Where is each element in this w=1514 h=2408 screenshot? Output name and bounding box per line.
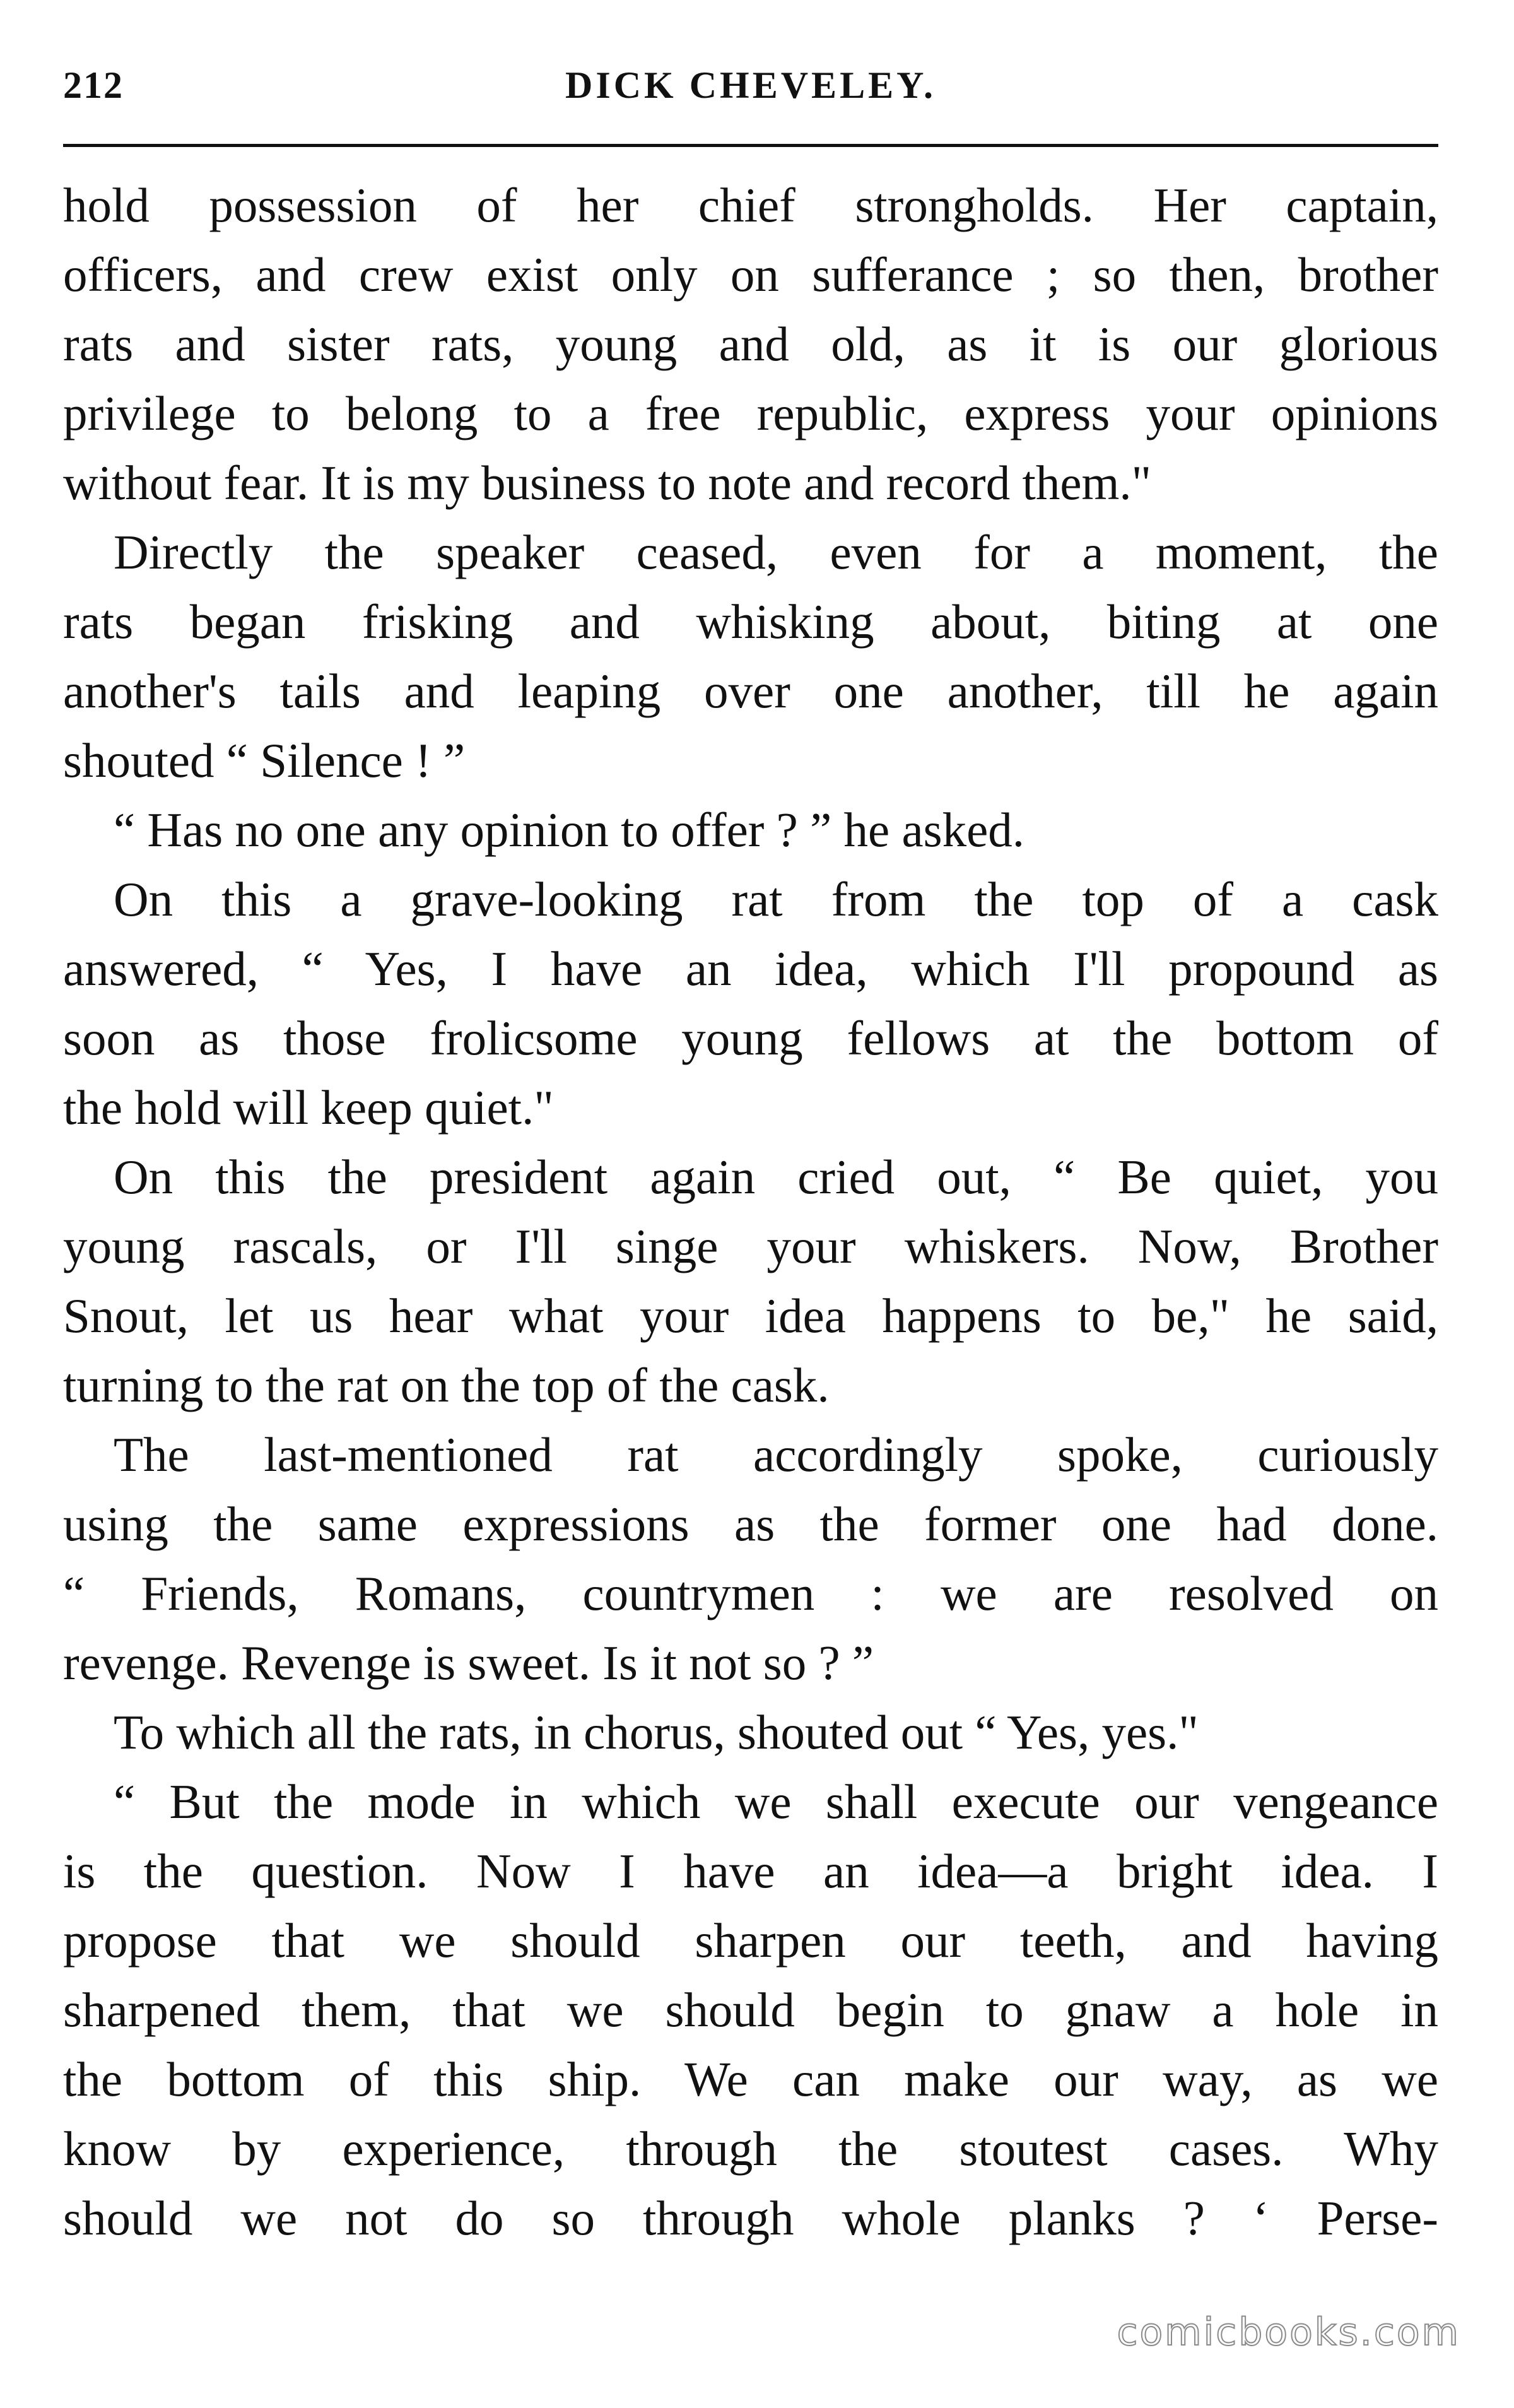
text-line: Directly the speaker ceased, even for a moment, the (114, 525, 1438, 579)
text-line: “ Friends, Romans, countrymen : we are resolved on (63, 1566, 1438, 1620)
text-line: is the question. Now I have an idea—a bright idea. I (63, 1844, 1438, 1898)
text-line: propose that we should sharpen our teeth, and having (63, 1913, 1438, 1968)
text-line: To which all the rats, in chorus, shouted out “ Yes, yes." (114, 1705, 1199, 1759)
running-title: DICK CHEVELEY. (565, 64, 936, 106)
page-number: 212 (63, 64, 124, 106)
text-line: On this a grave-looking rat from the top of a cask (114, 872, 1438, 926)
text-line: privilege to belong to a free republic, express your opinions (63, 386, 1438, 440)
text-line: rats began frisking and whisking about, biting at one (63, 594, 1438, 649)
text-line: the hold will keep quiet." (63, 1080, 554, 1135)
text-line: On this the president again cried out, “ Be quiet, you (114, 1150, 1438, 1204)
text-line: young rascals, or I'll singe your whiskers. Now, Brother (63, 1219, 1438, 1273)
text-line: “ Has no one any opinion to offer ? ” he asked. (114, 803, 1025, 857)
text-line: another's tails and leaping over one another, till he again (63, 664, 1438, 718)
running-head (63, 54, 1438, 117)
text-line: turning to the rat on the top of the cask. (63, 1358, 830, 1412)
text-line: shouted “ Silence ! ” (63, 733, 466, 788)
text-line: revenge. Revenge is sweet. Is it not so ? ” (63, 1636, 874, 1690)
text-line: using the same expressions as the former one had done. (63, 1497, 1438, 1551)
text-line: The last-mentioned rat accordingly spoke, curiously (114, 1427, 1438, 1482)
text-line: the bottom of this ship. We can make our way, as we (63, 2052, 1438, 2106)
text-line: soon as those frolicsome young fellows at the bottom of (63, 1011, 1438, 1065)
text-line: should we not do so through whole planks ? ‘ Perse- (63, 2191, 1438, 2245)
text-line: without fear. It is my business to note and record them." (63, 456, 1152, 510)
watermark-logo: comicbooks.com (1117, 2310, 1460, 2354)
text-line: hold possession of her chief strongholds. Her captain, (63, 178, 1438, 232)
header-rule (63, 144, 1438, 147)
text-line: “ But the mode in which we shall execute our vengeance (114, 1774, 1438, 1829)
text-line: officers, and crew exist only on sufferance ; so then, brother (63, 247, 1438, 302)
text-line: know by experience, through the stoutest cases. Why (63, 2122, 1438, 2176)
text-line: Snout, let us hear what your idea happens to be," he said, (63, 1289, 1438, 1343)
text-line: answered, “ Yes, I have an idea, which I'll propound as (63, 941, 1438, 996)
body-text (63, 170, 1438, 2253)
text-line: sharpened them, that we should begin to gnaw a hole in (63, 1983, 1438, 2037)
text-line: rats and sister rats, young and old, as it is our glorious (63, 317, 1438, 371)
